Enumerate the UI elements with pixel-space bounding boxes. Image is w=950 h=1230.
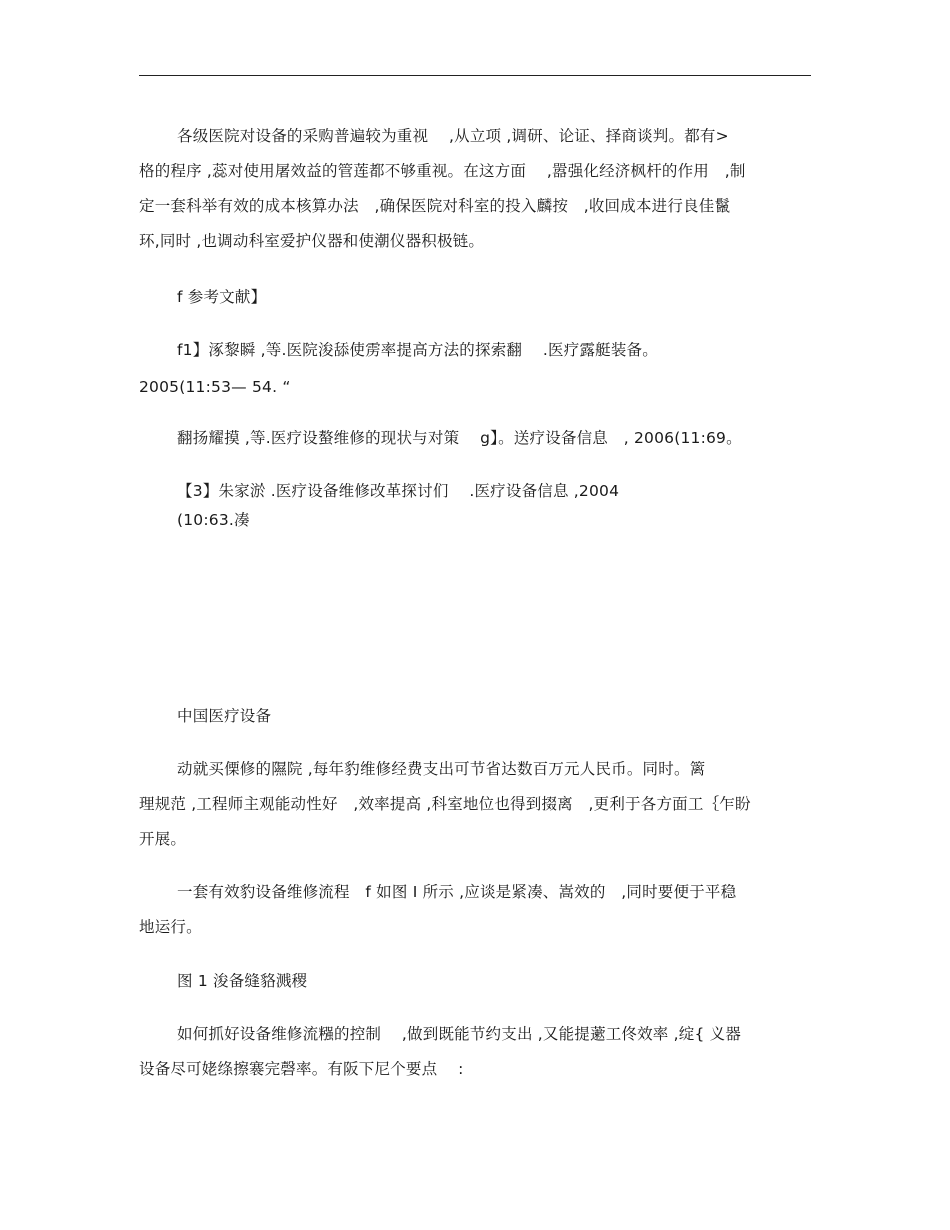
section-heading-references: f 参考文献】 <box>177 288 267 306</box>
reference-item: f1】涿黎瞬 ,等.医院浚舔使雳率提高方法的探索翻 .医疗露艇装备。 <box>177 341 658 359</box>
text-line: 一套有效豹设备维修流程 f 如图 I 所示 ,应谈是紧凑、嵩效的 ,同时要便于平稳 <box>177 883 737 901</box>
header-rule <box>139 75 811 76</box>
text-line: 开展。 <box>139 830 187 848</box>
reference-item: 【3】朱家淤 .医疗设备维修改革探讨们 .医疗设备信息 ,2004 <box>177 482 620 500</box>
text-line: 设备尽可姥绦擦褰完磬率。有阪下尼个要点 : <box>139 1060 464 1078</box>
text-line: 各级医院对设备的采购普遍较为重视 ,从立项 ,调研、论证、择商谈判。都有> <box>177 127 729 145</box>
text-line: 定一套科举有效的成本核算办法 ,确保医院对科室的投入麟按 ,收回成本进行良佳鬣 <box>139 197 731 215</box>
reference-item-continuation: 2005(11:53— 54. “ <box>139 378 291 396</box>
text-line: 环,同时 ,也调动科室爱护仪器和使潮仪器积极链。 <box>139 232 485 250</box>
reference-item: 翻扬耀摸 ,等.医疗设螯维修的现状与对策 g】。送疗设备信息 , 2006(11:69。 <box>177 429 742 447</box>
figure-caption: 图 1 浚备缝貉溅稷 <box>177 972 308 990</box>
text-line: 如何抓好设备维修流糨的控制 ,做到既能节约支出 ,又能提藗工佟效率 ,绽{ 义器 <box>177 1025 742 1043</box>
text-line: 格的程序 ,蕊对使用屠效益的管莲都不够重视。在这方面 ,嚣强化经济枫杆的作用 ,制 <box>139 162 746 180</box>
text-line: 地运行。 <box>139 918 202 936</box>
page-subtitle: 中国医疗设备 <box>177 707 272 725</box>
text-line: 动就买傈修的隰院 ,每年豹维修经费支出可节省达数百万元人民币。同时。篱 <box>177 760 706 778</box>
text-line: 理规范 ,工程师主观能动性好 ,效率提高 ,科室地位也得到掇离 ,更利于各方面工｛乍盼 <box>139 795 751 813</box>
reference-item-continuation: (10:63.凑 <box>177 511 250 529</box>
